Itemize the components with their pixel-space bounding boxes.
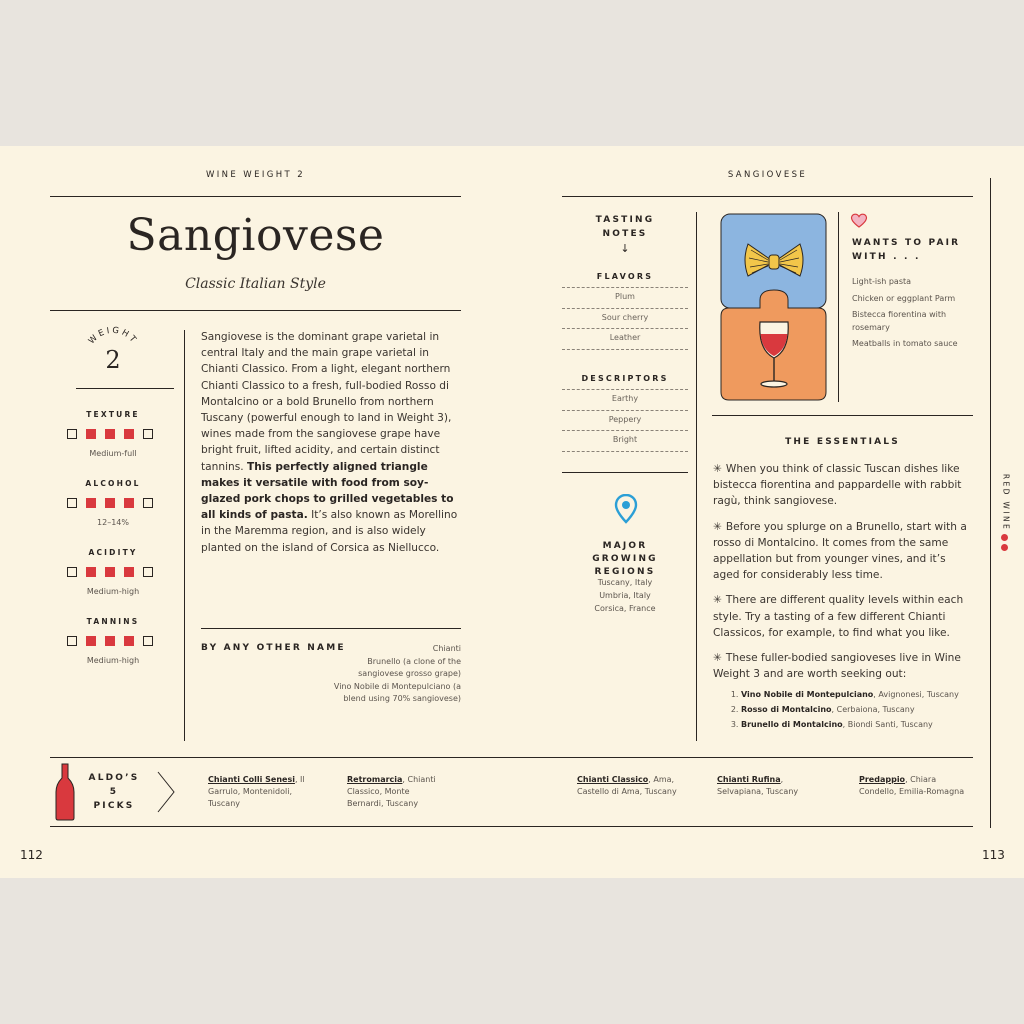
- scale-square: [86, 567, 96, 577]
- scale-square: [124, 429, 134, 439]
- weight-value: 2: [105, 346, 121, 374]
- metric-tannins: [60, 617, 166, 686]
- asterisk-icon: ✳: [713, 520, 722, 533]
- metric-alcohol: [60, 479, 166, 548]
- essential-item: [713, 519, 973, 584]
- metric-value: Medium-full: [89, 449, 137, 458]
- picks-label: [78, 771, 150, 813]
- metric-acidity: [60, 548, 166, 617]
- heart-icon: [850, 213, 868, 229]
- pick-name: Predappio: [859, 775, 906, 784]
- pick-detail: , Il Garrulo, Montenidoli, Tuscany: [208, 775, 305, 808]
- wine-bottle-icon: [54, 762, 76, 822]
- essential-item: [713, 592, 973, 641]
- metrics-panel: [60, 410, 166, 686]
- body-intro: Sangiovese is the dominant grape varietal in central Italy and the main grape varietal in Chianti Classico. From a light, elegant northern Chianti Classico to a fresh, full-bodied Rosso di Montalcino or a bold Brunello from northern Tuscany (powerful enough to land in Weight 3), wines made from the sangiovese grape have bright fruit, lifted acidity, and certain distinct tannins.: [201, 331, 452, 473]
- pick-item: [347, 774, 447, 810]
- tasting-notes-text: TASTING NOTES: [595, 215, 655, 239]
- scale-square: [143, 429, 153, 439]
- picks-label-line3: PICKS: [93, 801, 135, 811]
- seek-list: [713, 687, 973, 732]
- picks-top-rule: [50, 757, 973, 758]
- pairing-divider: [838, 212, 839, 402]
- region-item: Corsica, France: [594, 603, 656, 613]
- regions-text: MAJOR GROWING REGIONS: [592, 541, 658, 577]
- metric-scale: [67, 498, 166, 509]
- scale-square: [86, 498, 96, 508]
- essential-text: These fuller-bodied sangioveses live in Wine Weight 3 and are worth seeking out:: [713, 652, 961, 681]
- regions-list: [562, 577, 688, 615]
- scale-square: [143, 636, 153, 646]
- pick-item: [717, 774, 827, 798]
- right-running-header: SANGIOVESE: [727, 170, 808, 180]
- descriptors-label: DESCRIPTORS: [581, 374, 669, 383]
- essential-item: [713, 650, 973, 682]
- page-subtitle: Classic Italian Style: [185, 276, 326, 292]
- scale-square: [105, 567, 115, 577]
- metric-scale: [67, 429, 166, 440]
- pick-detail: , Ama, Castello di Ama, Tuscany: [577, 775, 677, 796]
- pick-detail: , Selvapiana, Tuscany: [717, 775, 799, 796]
- pick-detail: , Chianti Classico, Monte Bernardi, Tuscany: [347, 775, 436, 808]
- pick-item: [208, 774, 308, 810]
- essential-text: Before you splurge on a Brunello, start with a rosso di Montalcino. It comes from the same appellation but from younger vines, and it’s aged for considerably less time.: [713, 520, 967, 582]
- weight-label: WEIGHT: [86, 325, 140, 347]
- metric-value: Medium-high: [86, 587, 140, 596]
- body-end: It’s also known as Morellino in the Maremma region, and is also widely planted on the island of Corsica as Niellucco.: [201, 509, 458, 554]
- essential-text: There are different quality levels within each style. Try a tasting of a few different Chianti Classicos, for example, to find what you like.: [713, 594, 964, 639]
- other-name-item: Brunello (a clone of the sangiovese grosso grape): [358, 656, 461, 679]
- picks-label-line2: 5: [109, 787, 119, 797]
- pairing-item: Chicken or eggplant Parm: [852, 293, 956, 303]
- metric-texture: [60, 410, 166, 479]
- metric-label: TANNINS: [86, 617, 140, 626]
- scale-square: [143, 498, 153, 508]
- flavors-label: FLAVORS: [596, 272, 654, 281]
- other-name-label: BY ANY OTHER NAME: [201, 643, 346, 653]
- picks-bottom-rule: [50, 826, 973, 827]
- scale-square: [86, 636, 96, 646]
- seek-item-name: Brunello di Montalcino: [741, 720, 843, 730]
- pairing-item: Light-ish pasta: [852, 277, 912, 286]
- scale-square: [105, 429, 115, 439]
- dotted-rule: [562, 451, 688, 452]
- dotted-rule: [562, 308, 688, 309]
- location-pin-icon: [614, 494, 638, 524]
- other-name-item: Chianti: [432, 644, 461, 653]
- asterisk-icon: ✳: [713, 463, 722, 475]
- metric-label: ACIDITY: [88, 548, 138, 557]
- metric-scale: [67, 567, 166, 578]
- essentials-label: THE ESSENTIALS: [785, 437, 900, 447]
- right-page-number: 113: [982, 848, 1005, 862]
- seek-item: [741, 702, 973, 717]
- essentials-rule: [712, 415, 973, 416]
- pair-label: WANTS TO PAIR WITH . . .: [852, 238, 961, 262]
- note-item: Plum: [615, 292, 635, 301]
- metric-label: TEXTURE: [86, 410, 140, 419]
- essential-item: [713, 461, 973, 510]
- scale-square: [67, 498, 77, 508]
- metric-label: ALCOHOL: [85, 479, 141, 488]
- left-page-number: 112: [20, 848, 43, 862]
- weight-rule: [76, 388, 174, 389]
- page-title: Sangiovese: [126, 210, 385, 261]
- scale-square: [105, 636, 115, 646]
- asterisk-icon: ✳: [713, 594, 722, 607]
- seek-item: [741, 717, 973, 732]
- metric-value: Medium-high: [86, 656, 140, 665]
- region-item: Umbria, Italy: [599, 590, 651, 600]
- right-header-rule: [562, 196, 973, 197]
- scale-square: [124, 498, 134, 508]
- header-rule: [50, 196, 461, 197]
- note-item: Leather: [609, 333, 641, 342]
- regions-rule: [562, 472, 688, 473]
- dotted-rule: [562, 430, 688, 431]
- scale-square: [124, 567, 134, 577]
- seek-item-name: Rosso di Montalcino: [741, 705, 832, 715]
- essential-text: When you think of classic Tuscan dishes like bistecca fiorentina and pappardelle with rabbit ragù, think sangiovese.: [713, 463, 962, 508]
- seek-item-name: Vino Nobile di Montepulciano: [741, 690, 874, 700]
- pick-name: Chianti Colli Senesi: [208, 775, 295, 784]
- pick-detail: , Chiara Condello, Emilia-Romagna: [859, 775, 965, 796]
- chevron-right-icon: [156, 770, 176, 814]
- body-bold: This perfectly aligned triangle makes it versatile with food from soy-glazed pork chops to grilled vegetables to all kinds of pasta.: [201, 460, 454, 522]
- region-item: Tuscany, Italy: [597, 578, 653, 587]
- picks-label-line1: ALDO’S: [88, 773, 140, 783]
- pairings-list: [852, 276, 962, 355]
- other-names-list: [330, 643, 461, 706]
- dotted-rule: [562, 410, 688, 411]
- svg-text:WEIGHT: [87, 326, 139, 347]
- seek-item-detail: , Cerbaiona, Tuscany: [831, 705, 915, 715]
- pick-item: [859, 774, 971, 798]
- other-name-rule: [201, 628, 461, 629]
- scale-square: [67, 567, 77, 577]
- pairing-illustration: [718, 212, 830, 404]
- dotted-rule: [562, 349, 688, 350]
- note-item: Bright: [612, 435, 638, 444]
- pick-item: [577, 774, 677, 798]
- scale-square: [67, 429, 77, 439]
- metric-value: 12–14%: [97, 518, 129, 527]
- side-tab-dot: [1001, 534, 1008, 541]
- side-tab-rule: [990, 178, 991, 828]
- essentials-list: [713, 461, 973, 732]
- side-tab-label: RED WINE: [1001, 473, 1011, 532]
- scale-square: [86, 429, 96, 439]
- title-rule: [50, 310, 461, 311]
- asterisk-icon: ✳: [713, 652, 722, 665]
- side-tab-dot: [1001, 544, 1008, 551]
- scale-square: [67, 636, 77, 646]
- pick-name: Chianti Rufina: [717, 775, 781, 784]
- arrow-down-icon: ↓: [620, 242, 630, 255]
- seek-item-detail: , Avignonesi, Tuscany: [873, 690, 959, 700]
- dotted-rule: [562, 389, 688, 390]
- seek-item-detail: , Biondi Santi, Tuscany: [842, 720, 933, 730]
- note-item: Peppery: [608, 414, 642, 424]
- pairing-item: Meatballs in tomato sauce: [852, 339, 958, 349]
- pick-name: Chianti Classico: [577, 775, 649, 784]
- body-paragraph: [201, 329, 459, 556]
- right-column-divider: [696, 212, 697, 741]
- left-running-header: WINE WEIGHT 2: [205, 170, 306, 180]
- regions-label: [562, 540, 688, 579]
- scale-square: [105, 498, 115, 508]
- note-item: Earthy: [611, 394, 639, 403]
- other-name-item: Vino Nobile di Montepulciano (a blend using 70% sangiovese): [333, 681, 461, 704]
- note-item: Sour cherry: [601, 312, 649, 322]
- seek-item: [741, 687, 973, 702]
- tasting-notes-label: [562, 213, 688, 241]
- pick-name: Retromarcia: [347, 775, 403, 784]
- pairing-item: Bistecca fiorentina with rosemary: [852, 310, 947, 332]
- dotted-rule: [562, 328, 688, 329]
- metric-scale: [67, 636, 166, 647]
- scale-square: [124, 636, 134, 646]
- scale-square: [143, 567, 153, 577]
- left-column-divider: [184, 330, 185, 741]
- dotted-rule: [562, 287, 688, 288]
